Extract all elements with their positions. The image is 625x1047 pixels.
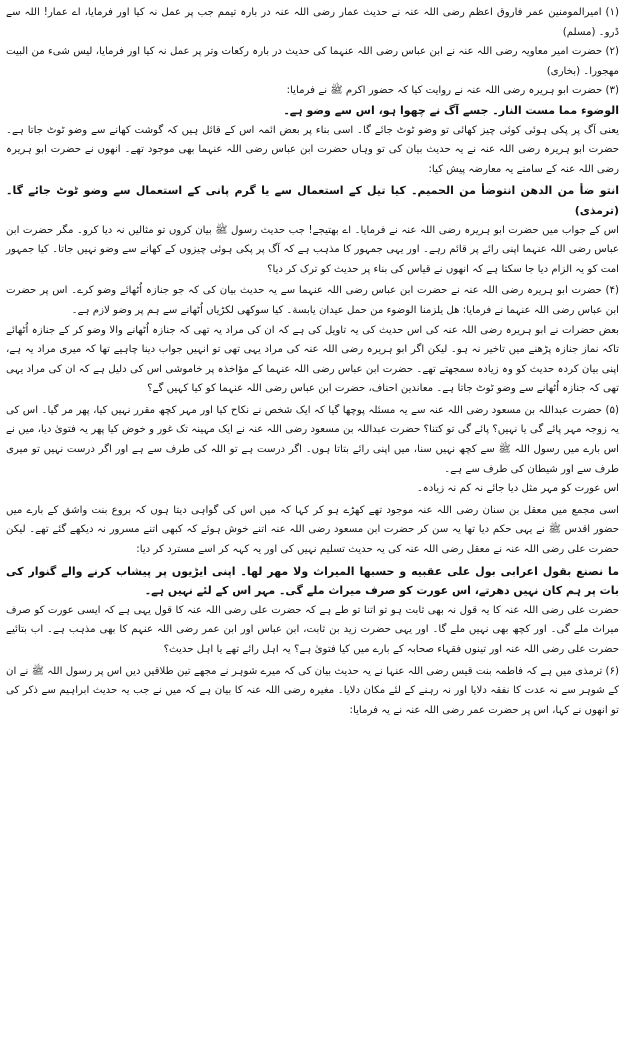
paragraph-2: (۲) حضرت امیر معاویہ رضی اللہ عنہ نے ابن عباس رضی اللہ عنہما کی حدیث در بارہ رکعات وتر پر عمل نہ کیا اور فرمایا، لیس شیء من البیت مهجورا۔ (بخاری) [6, 46, 619, 77]
arabic-quote-1: الوضوء مما مست النار۔ جسے آگ نے چھوا ہو، اس سے وضو ہے۔ [283, 103, 619, 117]
paragraph-9: اس عورت کو مہر مثل دیا جائے نہ کم نہ زیادہ۔ [416, 483, 619, 495]
paragraph-11: حضرت علی رضی اللہ عنہ کا یہ قول نہ بھی ثابت ہو تو اتنا تو طے ہے کہ حضرت علی رضی اللہ عنہ کا قول یہی ہے کہ ایسی عورت کو صرف میراث ملے گی۔ اور کچھ بھی نہیں ملے گا۔ اور یہی حضرت زید بن ثابت، ابن عباس اور ابن عمر رضی اللہ عنہم کا بھی مذہب ہے۔ اب بتائیے حضرت علی رضی اللہ عنہ اور تینوں فقہاء صحابہ کے بارے میں کیا فتویٰ ہے؟ یہ اہل رائے تھے یا اہل حدیث؟ [6, 604, 619, 655]
paragraph-5: اس کے جواب میں حضرت ابو ہریرہ رضی اللہ عنہ نے فرمایا۔ اے بھتیجے! جب حدیث رسول ﷺ بیان کروں تو مثالیں نہ دیا کرو۔ مگر حضرت ابن عباس رضی اللہ عنہما اپنی رائے پر قائم رہے۔ اور یہی جمہور کا مذہب ہے کہ آگ پر پکی ہوئی چیزوں کے کھانے سے وضو نہیں جاتا۔ کیا جمہور امت کو یہ الزام دیا جا سکتا ہے کہ انھوں نے قیاس کی بناء پر حدیث کو ترک کر دیا؟ [6, 224, 619, 275]
arabic-quote-2: انتو ضأ من الدهن انتوضأ من الحمیم۔ کیا تیل کے استعمال سے یا گرم پانی کے استعمال سے وضو ٹوٹ جائے گا۔ (ترمذی) [6, 184, 619, 217]
paragraph-8: (۵) حضرت عبداللہ بن مسعود رضی اللہ عنہ سے یہ مسئلہ پوچھا گیا کہ ایک شخص نے نکاح کیا اور مہر کچھ مقرر نہیں کیا، پھر مر گیا۔ اس کی یہ زوجہ مہر پائے گی یا نہیں؟ پائے گی تو کتنا؟ حضرت عبداللہ بن مسعود رضی اللہ عنہ نے ایک مہینہ تک غور و خوض کیا پھر یہ فتویٰ دیا، میں نے اس بارے میں رسول اللہ ﷺ سے کچھ نہیں سنا، میں اپنی رائے بتاتا ہوں۔ اگر درست ہے تو اللہ کی طرف سے ہے اور اگر درست نہیں تو میری طرف سے اور شیطان کی طرف سے ہے۔ [6, 404, 619, 475]
paragraph-7: بعض حضرات نے ابو ہریرہ رضی اللہ عنہ کی اس حدیث کی یہ تاویل کی ہے کہ ان کی مراد یہ تھی کہ جنازہ اُٹھانے والا وضو کر کے جنازہ اُٹھائے تاکہ نماز جنازہ پڑھنے میں تاخیر نہ ہو۔ لیکن اگر ابو ہریرہ رضی اللہ عنہ کی مراد یہی تھی تو انہیں جواب دینا چاہیے تھا کہ میری مراد یہ ہے، اپنی بیان کردہ حدیث کو وہ زیادہ سمجھتے تھے۔ حضرت ابن عباس رضی اللہ عنہما کے مؤاخذہ پر خاموشی اس کی دلیل ہے کہ ان کی مراد یہی تھی کہ جنازہ اُٹھانے سے وضو ٹوٹ جاتا ہے۔ معاندین احناف، حضرت ابن عباس رضی اللہ عنہما کو کیا کہیں گے؟ [6, 324, 619, 395]
paragraph-12: (۶) ترمذی میں ہے کہ فاطمہ بنت قیس رضی اللہ عنہا نے یہ حدیث بیان کی کہ میرے شوہر نے مجھے تین طلاقیں دیں اس پر رسول اللہ ﷺ نے ان کے شوہر سے نہ عدت کا نفقہ دلایا اور نہ رہنے کے لئے مکان دلایا۔ مغیرہ رضی اللہ عنہ کا بیان ہے کہ میں نے جب یہ حدیث ابراہیم سے ذکر کی تو انھوں نے کہا، اس پر حضرت عمر رضی اللہ عنہ نے یہ فرمایا: [6, 665, 619, 716]
paragraph-1: (۱) امیرالمومنین عمر فاروق اعظم رضی اللہ عنہ نے حدیث عمار رضی اللہ عنہ در بارہ تیمم جب پر عمل نہ کیا اور فرمایا، اے عمار! اللہ سے ڈرو۔ (مسلم) [6, 7, 619, 38]
paragraph-6: (۴) حضرت ابو ہریرہ رضی اللہ عنہ نے حضرت ابن عباس رضی اللہ عنہما سے یہ حدیث بیان کی کہ جو جنازہ اُٹھائے وضو کرے۔ اس پر حضرت ابن عباس رضی اللہ عنہما نے فرمایا: هل یلزمنا الوضوء من حمل عیدان یابسة۔ کیا سوکھی لکڑیاں اُٹھانے سے ہم پر وضو لازم ہے۔ [6, 285, 619, 316]
paragraph-10: اسی مجمع میں معقل بن سنان رضی اللہ عنہ موجود تھے کھڑے ہو کر کہا کہ میں اس کی گواہی دیتا ہوں کہ بروع بنت واشق کے بارے میں حضور اقدس ﷺ نے یہی حکم دیا تھا یہ سن کر حضرت ابن مسعود رضی اللہ عنہ اتنے خوش ہوئے کہ کبھی اتنے مسرور نہ دیکھے گئے تھے۔ لیکن حضرت علی رضی اللہ عنہ نے معقل رضی اللہ عنہ کی یہ حدیث تسلیم نہیں کی اور یہ کہہ کر اسے مسترد کر دیا: [6, 504, 619, 556]
paragraph-3: (۳) حضرت ابو ہریرہ رضی اللہ عنہ نے روایت کیا کہ حضور اکرم ﷺ نے فرمایا: [286, 85, 619, 97]
paragraph-4: یعنی آگ پر پکی ہوئی کوئی چیز کھائی تو وضو ٹوٹ جائے گا۔ اسی بناء پر بعض ائمہ اس کے قائل ہیں کہ گوشت کھانے سے وضو ٹوٹ جاتا ہے۔ حضرت ابو ہریرہ رضی اللہ عنہ نے یہ حدیث بیان کی تو وہاں حضرت ابن عباس رضی اللہ عنہما بھی موجود تھے۔ انھوں نے حضرت ابو ہریرہ رضی اللہ عنہ کے سامنے یہ معارضہ پیش کیا: [6, 124, 619, 175]
arabic-quote-3: ما نصنع بقول اعرابی بول علی عقبیه و حسبها المیراث ولا مهر لها۔ اپنی ایڑیوں پر پیشاب کرنے والے گنوار کی بات پر ہم کان نہیں دھرتے، اس عورت کو صرف میراث ملے گی۔ مہر اس کے لئے نہیں ہے۔ [6, 564, 619, 598]
